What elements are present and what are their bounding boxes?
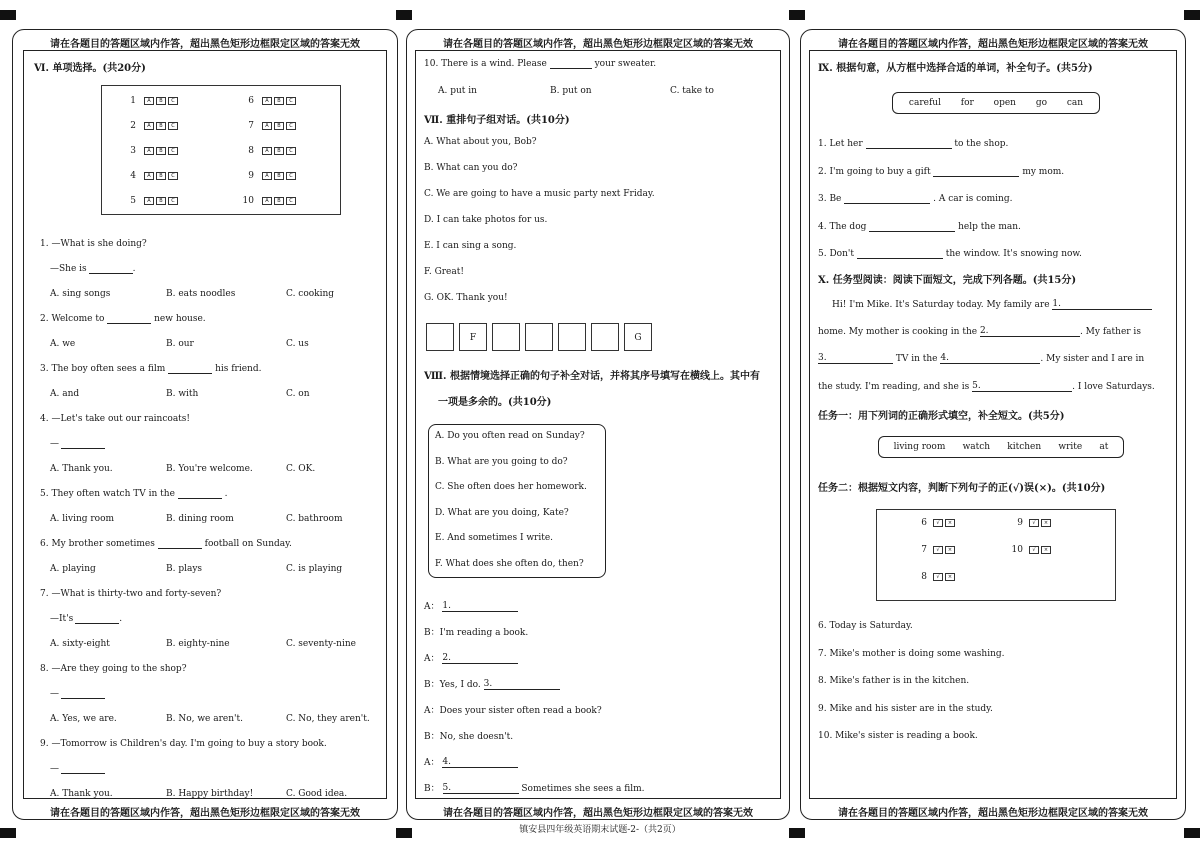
fill-in-question (818, 222, 1021, 232)
choice-box: B (274, 197, 284, 205)
section-title: Ⅹ. 任务型阅读：阅读下面短文，完成下列各题。(共15分) (818, 275, 1077, 286)
stem-text: . A car is coming. (933, 194, 1013, 204)
question-number: 7 (921, 545, 927, 555)
question-stem (40, 414, 190, 424)
tf-row (913, 572, 955, 582)
question-number: 8 (248, 146, 254, 156)
column-footer-note: 请在各题目的答题区域内作答，超出黑色矩形边框限定区域的答案无效 (838, 808, 1148, 819)
answer-blank (75, 623, 119, 624)
stem-text: 2. Welcome to (40, 314, 105, 324)
question-stem (40, 589, 221, 599)
choice-box: A (144, 97, 154, 105)
option: A. sixty-eight (50, 639, 110, 649)
true-false-statement: 9. Mike and his sister are in the study. (818, 703, 993, 714)
dialogue-line (424, 703, 602, 716)
stem-text: new house. (154, 314, 206, 324)
answer-blank: 1. (442, 601, 518, 612)
answer-area (23, 50, 387, 819)
answer-prefix: — (50, 764, 59, 774)
stem-text: the window. It's snowing now. (945, 249, 1082, 259)
question-stem (40, 489, 228, 499)
sequence-box (525, 323, 553, 351)
column-header-note: 请在各题目的答题区域内作答，超出黑色矩形边框限定区域的答案无效 (838, 39, 1148, 50)
question-stem (40, 364, 261, 374)
choice-box: A (262, 147, 272, 155)
answer-blank (107, 323, 151, 324)
stem-text: 4. —Let's take out our raincoats! (40, 414, 191, 424)
choice-box: C (286, 197, 296, 205)
option-sentence: C. She often does her homework. (435, 482, 587, 492)
speaker-line: B：I'm reading a book. (424, 628, 529, 638)
registration-mark (0, 10, 16, 20)
fill-in-question (818, 167, 1064, 177)
stem-text: 3. Be (818, 194, 842, 204)
choice-box: A (144, 122, 154, 130)
word-bank-item: write (1058, 442, 1083, 452)
passage-line: Hi! I'm Mike. It's Saturday today. My family are 1. (832, 299, 1152, 310)
option: C. cooking (286, 289, 335, 299)
choice-box: C (168, 172, 178, 180)
stem-text: 7. —What is thirty-two and forty-seven? (40, 589, 222, 599)
stem-text: my mom. (1022, 166, 1065, 177)
option: A. Yes, we are. (50, 714, 117, 724)
question-number: 9 (248, 171, 254, 181)
stem-text: . (224, 489, 228, 499)
choice-box: B (156, 172, 166, 180)
stem-text: to the shop. (954, 139, 1009, 149)
option: B. Happy birthday! (166, 789, 254, 799)
option: C. No, they aren't. (286, 714, 370, 724)
option: B. eighty-nine (166, 639, 230, 649)
answer-prefix: —It's (50, 614, 74, 624)
choice-box: C (168, 147, 178, 155)
speaker-line: A： (424, 602, 440, 612)
answer-line (50, 764, 105, 774)
stem-text: 4. The dog (818, 221, 867, 232)
question-number: 3 (130, 146, 136, 156)
option: B. No, we aren't. (166, 714, 243, 724)
dialogue-line (424, 625, 528, 638)
answer-line (50, 689, 105, 699)
question-stem (40, 239, 147, 249)
option-sentence: A. Do you often read on Sunday? (435, 431, 585, 441)
grid-row (124, 146, 178, 156)
dialogue-sentence: D. I can take photos for us. (424, 215, 548, 225)
option: A. living room (50, 514, 115, 524)
sequence-box (591, 323, 619, 351)
choice-box: A (144, 172, 154, 180)
word-bank (892, 92, 1100, 114)
answer-prefix: —She is (50, 264, 87, 274)
question-number: 10 (1011, 545, 1023, 555)
option: B. plays (166, 564, 203, 574)
choice-box: B (274, 172, 284, 180)
stem-text: 5. Don't (818, 249, 854, 259)
stem-text: 5. They often watch TV in the (40, 489, 175, 499)
stem-text: 9. —Tomorrow is Children's day. I'm going to buy a story book. (40, 739, 327, 749)
choice-box: B (156, 147, 166, 155)
question-number: 9 (1017, 518, 1023, 528)
word-bank-item: watch (962, 442, 991, 452)
choice-box: C (168, 122, 178, 130)
answer-blank (158, 548, 202, 549)
passage-line: home. My mother is cooking in the 2. . My father is (818, 326, 1141, 337)
option: C. us (286, 339, 309, 349)
check-box: √ (1029, 519, 1039, 527)
option-sentence: B. What are you going to do? (435, 456, 568, 467)
grid-row (124, 121, 178, 131)
stem-text: football on Sunday. (204, 539, 292, 549)
choice-box: C (286, 172, 296, 180)
answer-blank (89, 273, 133, 274)
grid-row (124, 171, 178, 181)
stem-text: 1. —What is she doing? (40, 239, 147, 249)
answer-blank (168, 373, 212, 374)
answer-blank (933, 176, 1019, 177)
dialogue-line (424, 677, 560, 690)
sequence-box (558, 323, 586, 351)
dialogue-sentence: E. I can sing a song. (424, 241, 517, 251)
option: B. our (166, 339, 194, 349)
question-stem (40, 739, 327, 749)
dialogue-sentence: F. Great! (424, 267, 464, 277)
choice-box: C (286, 122, 296, 130)
question-number: 10 (242, 196, 254, 206)
grid-row (124, 96, 178, 106)
answer-blank: 5. (443, 783, 519, 794)
word-bank-item: at (1099, 442, 1109, 452)
choice-box: A (262, 97, 272, 105)
answer-column-2 (406, 29, 790, 820)
question-number: 8 (921, 572, 927, 582)
option: A. and (50, 389, 80, 399)
question-stem (40, 539, 292, 549)
dialogue-sentence: C. We are going to have a music party next Friday. (424, 189, 655, 199)
question-number: 1 (130, 96, 136, 106)
answer-blank: 4. (442, 757, 518, 768)
sequence-box: F (459, 323, 487, 351)
page-footer: 镇安县四年级英语期末试题-2-（共2页） (519, 825, 681, 835)
word-bank-item: go (1035, 98, 1047, 108)
stem-text: 1. Let her (818, 139, 863, 149)
answer-blank (61, 698, 105, 699)
cross-box: × (1041, 546, 1051, 554)
option: C. on (286, 389, 310, 399)
option: C. Good idea. (286, 789, 348, 799)
option-sentence: D. What are you doing, Kate? (435, 507, 569, 518)
check-box: √ (933, 546, 943, 554)
registration-mark (1184, 10, 1200, 20)
answer-blank (178, 498, 222, 499)
true-false-statement: 10. Mike's sister is reading a book. (818, 731, 978, 741)
speaker-line: Sometimes she sees a film. (521, 784, 645, 794)
answer-sheet-grid (101, 85, 341, 215)
stem-text: help the man. (958, 221, 1021, 232)
choice-box: C (168, 97, 178, 105)
sequence-box (492, 323, 520, 351)
option: A. playing (50, 564, 96, 574)
choice-box: A (144, 147, 154, 155)
task-title: 任务一：用下列词的正确形式填空，补全短文。(共5分) (818, 411, 1065, 422)
speaker-line: B： (424, 784, 440, 794)
answer-line (50, 439, 105, 449)
choice-box: B (274, 122, 284, 130)
sequence-box (426, 323, 454, 351)
dialogue-line (424, 729, 513, 742)
stem-text: 2. I'm going to buy a gift (818, 166, 931, 177)
speaker-line: A： (424, 758, 440, 768)
word-bank-item: can (1066, 98, 1084, 108)
answer-blank (61, 773, 105, 774)
answer-blank (844, 203, 930, 204)
choice-box: A (262, 172, 272, 180)
option-c: C. take to (670, 86, 714, 96)
true-false-statement: 8. Mike's father is in the kitchen. (818, 676, 970, 686)
passage-line: 3. TV in the 4. . My sister and I are in (818, 353, 1145, 364)
option: A. Thank you. (50, 464, 113, 474)
choice-box: C (168, 197, 178, 205)
grid-row (124, 196, 178, 206)
sequence-box: G (624, 323, 652, 351)
word-bank (878, 436, 1124, 458)
check-box: √ (933, 573, 943, 581)
question-number: 2 (130, 121, 136, 131)
option: C. OK. (286, 464, 316, 474)
option: C. seventy-nine (286, 639, 356, 649)
tf-row (1009, 545, 1051, 555)
cross-box: × (1041, 519, 1051, 527)
stem-text: 8. —Are they going to the shop? (40, 664, 187, 674)
tf-row (913, 545, 955, 555)
grid-row (242, 96, 296, 106)
dialogue-sentence: G. OK. Thank you! (424, 293, 508, 303)
answer-blank: 3. (484, 679, 560, 690)
speaker-line: A： (424, 654, 440, 664)
answer-blank (866, 148, 952, 149)
option: B. You're welcome. (166, 464, 253, 474)
answer-blank (857, 258, 943, 259)
choice-box: B (156, 97, 166, 105)
section-title: Ⅸ. 根据句意，从方框中选择合适的单词，补全句子。(共5分) (818, 63, 1093, 74)
choice-box: B (274, 147, 284, 155)
answer-blank (869, 231, 955, 232)
answer-column-3 (800, 29, 1186, 820)
option: A. Thank you. (50, 789, 113, 799)
true-false-statement: 6. Today is Saturday. (818, 621, 913, 631)
dialogue-line (424, 599, 518, 612)
answer-area (415, 50, 781, 819)
question-number: 6 (248, 96, 254, 106)
option-sentence: F. What does she often do, then? (435, 558, 584, 569)
question-number: 7 (248, 121, 254, 131)
stem-text: 6. My brother sometimes (40, 539, 155, 549)
option: C. bathroom (286, 514, 343, 524)
option-sentence: E. And sometimes I write. (435, 533, 554, 543)
answer-suffix: . (119, 614, 123, 624)
choice-box: A (144, 197, 154, 205)
cross-box: × (945, 519, 955, 527)
speaker-line: B：Yes, I do. (424, 680, 481, 690)
fill-in-question (818, 194, 1012, 204)
word-bank-item: for (960, 98, 974, 108)
answer-blank: 2. (442, 653, 518, 664)
question-stem (40, 664, 187, 674)
word-bank-item: careful (908, 98, 941, 108)
choice-box: A (262, 122, 272, 130)
word-bank-item: living room (893, 442, 946, 452)
answer-line (50, 264, 136, 274)
grid-row (242, 146, 296, 156)
column-footer-note: 请在各题目的答题区域内作答，超出黑色矩形边框限定区域的答案无效 (443, 808, 753, 819)
check-box: √ (1029, 546, 1039, 554)
tf-row (913, 518, 955, 528)
answer-line (50, 614, 122, 624)
section-title-cont: 一项是多余的。(共10分) (438, 397, 552, 408)
column-header-note: 请在各题目的答题区域内作答，超出黑色矩形边框限定区域的答案无效 (443, 39, 753, 50)
option: A. we (50, 339, 76, 349)
section-title: Ⅶ. 重排句子组对话。(共10分) (424, 115, 570, 126)
choice-box: C (286, 147, 296, 155)
choice-box: A (262, 197, 272, 205)
word-bank-item: open (993, 98, 1016, 108)
answer-sheet-grid (876, 509, 1116, 601)
registration-mark (789, 10, 805, 20)
choice-box: B (274, 97, 284, 105)
true-false-statement: 7. Mike's mother is doing some washing. (818, 648, 1005, 659)
choice-box: B (156, 197, 166, 205)
answer-area (809, 50, 1177, 819)
word-bank-item: kitchen (1007, 442, 1042, 452)
cross-box: × (945, 573, 955, 581)
question-number: 4 (130, 171, 136, 181)
option: C. is playing (286, 564, 343, 574)
dialogue-line (424, 651, 518, 664)
option-a: A. put in (438, 86, 477, 96)
column-header-note: 请在各题目的答题区域内作答，超出黑色矩形边框限定区域的答案无效 (50, 39, 360, 50)
registration-mark (396, 10, 412, 20)
dialogue-sentence: B. What can you do? (424, 163, 518, 173)
stem-text: 3. The boy often sees a film (40, 364, 166, 374)
grid-row (242, 171, 296, 181)
check-box: √ (933, 519, 943, 527)
passage-line: the study. I'm reading, and she is 5. . I love Saturdays. (818, 381, 1155, 392)
column-footer-note: 请在各题目的答题区域内作答，超出黑色矩形边框限定区域的答案无效 (50, 808, 360, 819)
section-title: Ⅵ. 单项选择。(共20分) (34, 63, 146, 74)
cross-box: × (945, 546, 955, 554)
grid-row (242, 121, 296, 131)
grid-row (242, 196, 296, 206)
question-10: 10. There is a wind. Please your sweater. (424, 59, 657, 69)
question-number: 6 (921, 518, 927, 528)
options-box (428, 424, 606, 578)
fill-in-question (818, 249, 1082, 259)
option: B. with (166, 389, 199, 399)
speaker-line: B：No, she doesn't. (424, 732, 514, 742)
answer-prefix: — (50, 689, 59, 699)
dialogue-line (424, 755, 518, 768)
speaker-line: A：Does your sister often read a book? (424, 706, 602, 716)
question-number: 5 (130, 196, 136, 206)
question-stem (40, 314, 206, 324)
answer-suffix: . (132, 264, 136, 274)
stem-text: his friend. (215, 364, 262, 374)
dialogue-line (424, 781, 645, 794)
answer-column-1 (12, 29, 398, 820)
option-b: B. put on (550, 86, 592, 96)
option: B. eats noodles (166, 289, 236, 299)
fill-in-question (818, 139, 1008, 149)
section-title: Ⅷ. 根据情境选择正确的句子补全对话，并将其序号填写在横线上。其中有 (424, 371, 760, 382)
choice-box: B (156, 122, 166, 130)
dialogue-sentence: A. What about you, Bob? (424, 137, 537, 147)
answer-prefix: — (50, 439, 59, 449)
tf-row (1009, 518, 1051, 528)
choice-box: C (286, 97, 296, 105)
answer-blank (61, 448, 105, 449)
option: A. sing songs (50, 289, 111, 299)
option: B. dining room (166, 514, 234, 524)
task-title: 任务二：根据短文内容，判断下列句子的正(√)误(×)。(共10分) (818, 483, 1106, 494)
